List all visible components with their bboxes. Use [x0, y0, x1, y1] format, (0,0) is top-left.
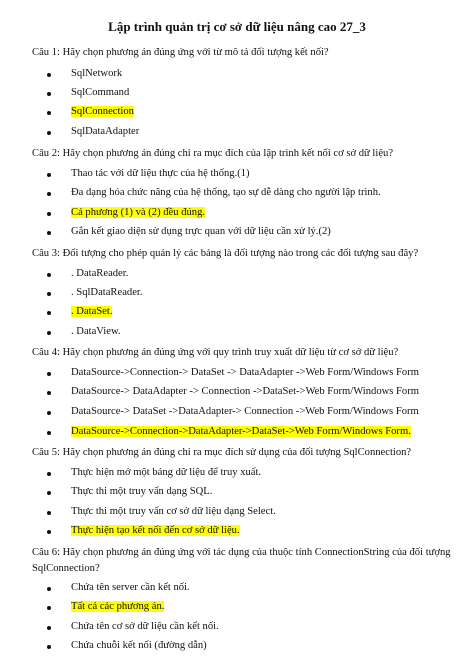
q3-option-2: . SqlDataReader. [49, 287, 143, 298]
q1-option-3-answer: SqlConnection [49, 106, 134, 117]
q2-option-4: Gắn kết giao diện sử dụng trực quan với dữ liệu cần xử lý.(2) [49, 226, 331, 237]
q6-option-3: Chứa tên cơ sở dữ liệu cần kết nối. [49, 621, 219, 632]
page-title: Lập trình quản trị cơ sở dữ liệu nâng cao 27_3 [108, 19, 366, 34]
q3-option-4: . DataView. [49, 326, 121, 337]
question-2: Câu 2: Hãy chọn phương án đúng chỉ ra mục đích của lập trình kết nối cơ sở dữ liệu? [32, 148, 394, 159]
q2-option-3-answer: Cả phương (1) và (2) đều đúng. [49, 207, 205, 218]
q1-option-4: SqlDataAdapter [49, 126, 139, 137]
q3-option-1: . DataReader. [49, 268, 128, 279]
question-5: Câu 5: Hãy chọn phương án đúng chỉ ra mục đích sử dụng của đối tượng SqlConnection? [32, 447, 412, 458]
q4-option-2: DataSource-> DataAdapter -> Connection ->DataSet->Web Form/Windows Form [49, 386, 419, 397]
q5-option-1: Thực hiện mở một bảng dữ liệu để truy xuất. [49, 467, 261, 478]
q2-option-1: Thao tác với dữ liệu thực của hệ thống.(1) [49, 168, 250, 179]
q4-option-1: DataSource->Connection-> DataSet -> DataAdapter ->Web Form/Windows Form [49, 367, 419, 378]
q1-option-1: SqlNetwork [49, 68, 122, 79]
question-1: Câu 1: Hãy chọn phương án đúng ứng với từ mô tả đối tượng kết nối? [32, 47, 329, 58]
q6-option-1: Chứa tên server cần kết nối. [49, 582, 190, 593]
question-3: Câu 3: Đối tượng cho phép quản lý các bảng là đối tượng nào trong các đối tượng sau đây? [32, 248, 419, 259]
q5-option-3: Thực thi một truy vấn cơ sở dữ liệu dạng Select. [49, 506, 276, 517]
q4-option-3: DataSource-> DataSet ->DataAdapter-> Connection ->Web Form/Windows Form [49, 406, 419, 417]
q1-option-2: SqlCommand [49, 87, 129, 98]
q2-option-2: Đa dạng hóa chức năng của hệ thống, tạo sự dễ dàng cho người lập trình. [49, 187, 381, 198]
q3-option-3-answer: . DataSet. [49, 306, 112, 317]
q6-option-2-answer: Tất cả các phương án. [49, 601, 164, 612]
question-6: Câu 6: Hãy chọn phương án đúng ứng với tác dụng của thuộc tính ConnectionString của đối tượng SqlConnection? [32, 547, 451, 574]
q5-option-2: Thực thi một truy vấn dạng SQL. [49, 486, 212, 497]
q6-option-4: Chứa chuỗi kết nối (đường dẫn) [49, 640, 207, 651]
question-4: Câu 4: Hãy chọn phương án đúng ứng với quy trình truy xuất dữ liệu từ cơ sở dữ liệu? [32, 347, 399, 358]
q4-option-4-answer: DataSource->Connection->DataAdapter->DataSet->Web Form/Windows Form. [49, 426, 411, 437]
q5-option-4-answer: Thực hiện tạo kết nối đến cơ sở dữ liệu. [49, 525, 240, 536]
